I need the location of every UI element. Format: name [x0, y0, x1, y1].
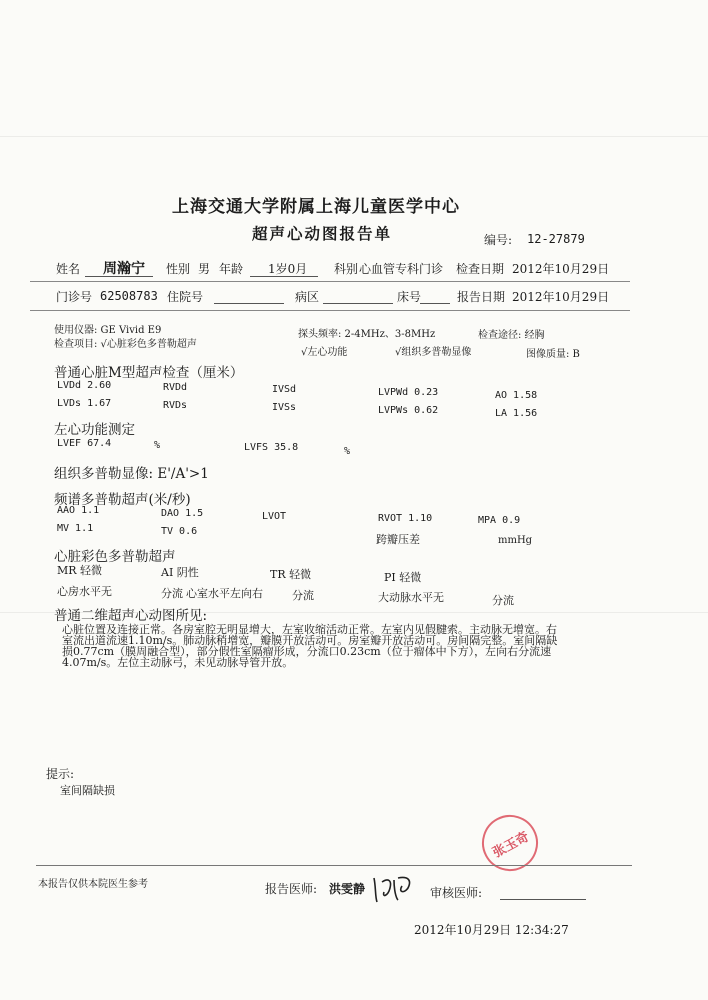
reviewer-label: 审核医师: — [430, 886, 483, 900]
probe-frequency: 探头频率: 2-4MHz、3-8MHz — [298, 329, 436, 340]
tissue-doppler-check: √组织多普勒显像 — [395, 347, 472, 358]
mmhg-unit: mmHg — [498, 535, 533, 546]
mpa: MPA 0.9 — [478, 515, 521, 526]
ao: AO 1.58 — [495, 390, 538, 401]
exam-route: 检查途径: 经胸 — [478, 330, 545, 341]
age-label: 年龄 — [219, 262, 244, 276]
aao: AAO 1.1 — [57, 505, 100, 516]
clinic-no-value: 62508783 — [100, 289, 158, 303]
dept-value: 心血管专科门诊 — [359, 262, 444, 276]
lvpws: LVPWs 0.62 — [378, 405, 439, 416]
dao: DAO 1.5 — [161, 508, 204, 519]
serial-value: 12-27879 — [527, 232, 585, 246]
gradient-label: 跨瓣压差 — [376, 533, 420, 546]
serial-label: 编号: — [484, 233, 513, 247]
exam-date-label: 检查日期 — [456, 262, 505, 276]
report-timestamp: 2012年10月29日 12:34:27 — [414, 923, 569, 937]
mv: MV 1.1 — [57, 523, 94, 534]
lvef-percent: % — [154, 440, 161, 451]
la: LA 1.56 — [495, 408, 538, 419]
rvds: RVDs — [163, 400, 188, 411]
name-label: 姓名 — [56, 262, 81, 276]
lvfs: LVFS 35.8 — [244, 442, 299, 453]
sex-label: 性别 — [166, 262, 191, 276]
shunt-1: 分流 — [161, 587, 183, 600]
doctor-name: 洪雯静 — [329, 882, 366, 896]
name-value: 周瀚宁 — [103, 261, 145, 277]
twod-heading: 普通二维超声心动图所见: — [54, 608, 208, 624]
atrial-level: 心房水平无 — [57, 585, 112, 598]
color-doppler-heading: 心脏彩色多普勒超声 — [54, 549, 176, 565]
inpatient-label: 住院号 — [167, 290, 204, 304]
doctor-signature — [368, 870, 420, 906]
lvef: LVEF 67.4 — [57, 438, 112, 449]
aortic-level: 大动脉水平无 — [378, 591, 444, 604]
clinic-no-label: 门诊号 — [56, 290, 93, 304]
pi: PI 轻微 — [384, 571, 422, 584]
mmode-heading: 普通心脏M型超声检查（厘米） — [54, 365, 244, 381]
findings-line: 4.07m/s。左位主动脉弓，未见动脉导管开放。 — [62, 656, 294, 669]
lvpwd: LVPWd 0.23 — [378, 387, 439, 398]
report-date-label: 报告日期 — [457, 290, 506, 304]
conclusion-label: 提示: — [46, 767, 75, 781]
shunt-3: 分流 — [492, 594, 514, 607]
lvdd: LVDd 2.60 — [57, 380, 112, 391]
sex-value: 男 — [198, 262, 211, 276]
image-quality: 图像质量: B — [526, 349, 580, 360]
findings-line: 室流出道流速1.10m/s。肺动脉稍增宽，瓣膜开放活动可。房室瓣开放活动可。房间隔完整。室间隔缺 — [62, 634, 558, 647]
ivsd: IVSd — [272, 384, 297, 395]
tv: TV 0.6 — [161, 526, 198, 537]
spectral-heading: 频谱多普勒超声(米/秒) — [54, 492, 191, 508]
mr: MR 轻微 — [57, 564, 103, 577]
ventricular-level: 心室水平左向右 — [186, 587, 263, 600]
dept-label: 科别 — [334, 262, 359, 276]
footer-note: 本报告仅供本院医生参考 — [38, 879, 148, 890]
conclusion-text: 室间隔缺损 — [60, 784, 115, 797]
lvds: LVDs 1.67 — [57, 398, 112, 409]
findings-line: 心脏位置及连接正常。各房室腔无明显增大，左室收缩活动正常。左室内见假腱索。主动脉无增宽。右 — [62, 623, 557, 636]
instrument: 使用仪器: GE Vivid E9 — [54, 325, 162, 336]
twod-findings — [62, 624, 622, 668]
lv-function-heading: 左心功能测定 — [54, 422, 135, 438]
tissue-doppler: 组织多普勒显像: E'/A'>1 — [54, 466, 209, 482]
findings-line: 损0.77cm（膜周融合型），部分假性室隔瘤形成，分流口0.23cm（位于瘤体中下方），左向右分流速 — [62, 645, 552, 658]
exam-date-value: 2012年10月29日 — [512, 262, 610, 276]
report-date-value: 2012年10月29日 — [512, 290, 610, 304]
ward-label: 病区 — [295, 290, 320, 304]
lvfs-percent: % — [344, 446, 351, 457]
doctor-label: 报告医师: — [265, 882, 318, 896]
lvot: LVOT — [262, 511, 287, 522]
ai: AI 阴性 — [161, 566, 199, 579]
age-value: 1岁0月 — [268, 262, 308, 276]
exam-items: 检查项目: √心脏彩色多普勒超声 — [54, 339, 197, 350]
hospital-name: 上海交通大学附属上海儿童医学中心 — [172, 197, 460, 217]
rvdd: RVDd — [163, 382, 188, 393]
lv-function-check: √左心功能 — [301, 347, 348, 358]
report-title: 超声心动图报告单 — [252, 224, 393, 243]
shunt-2: 分流 — [292, 589, 314, 602]
bed-label: 床号 — [397, 290, 422, 304]
tr: TR 轻微 — [270, 568, 312, 581]
ivss: IVSs — [272, 402, 297, 413]
rvot: RVOT 1.10 — [378, 513, 433, 524]
doctor-seal: 张玉奇 — [472, 805, 548, 881]
